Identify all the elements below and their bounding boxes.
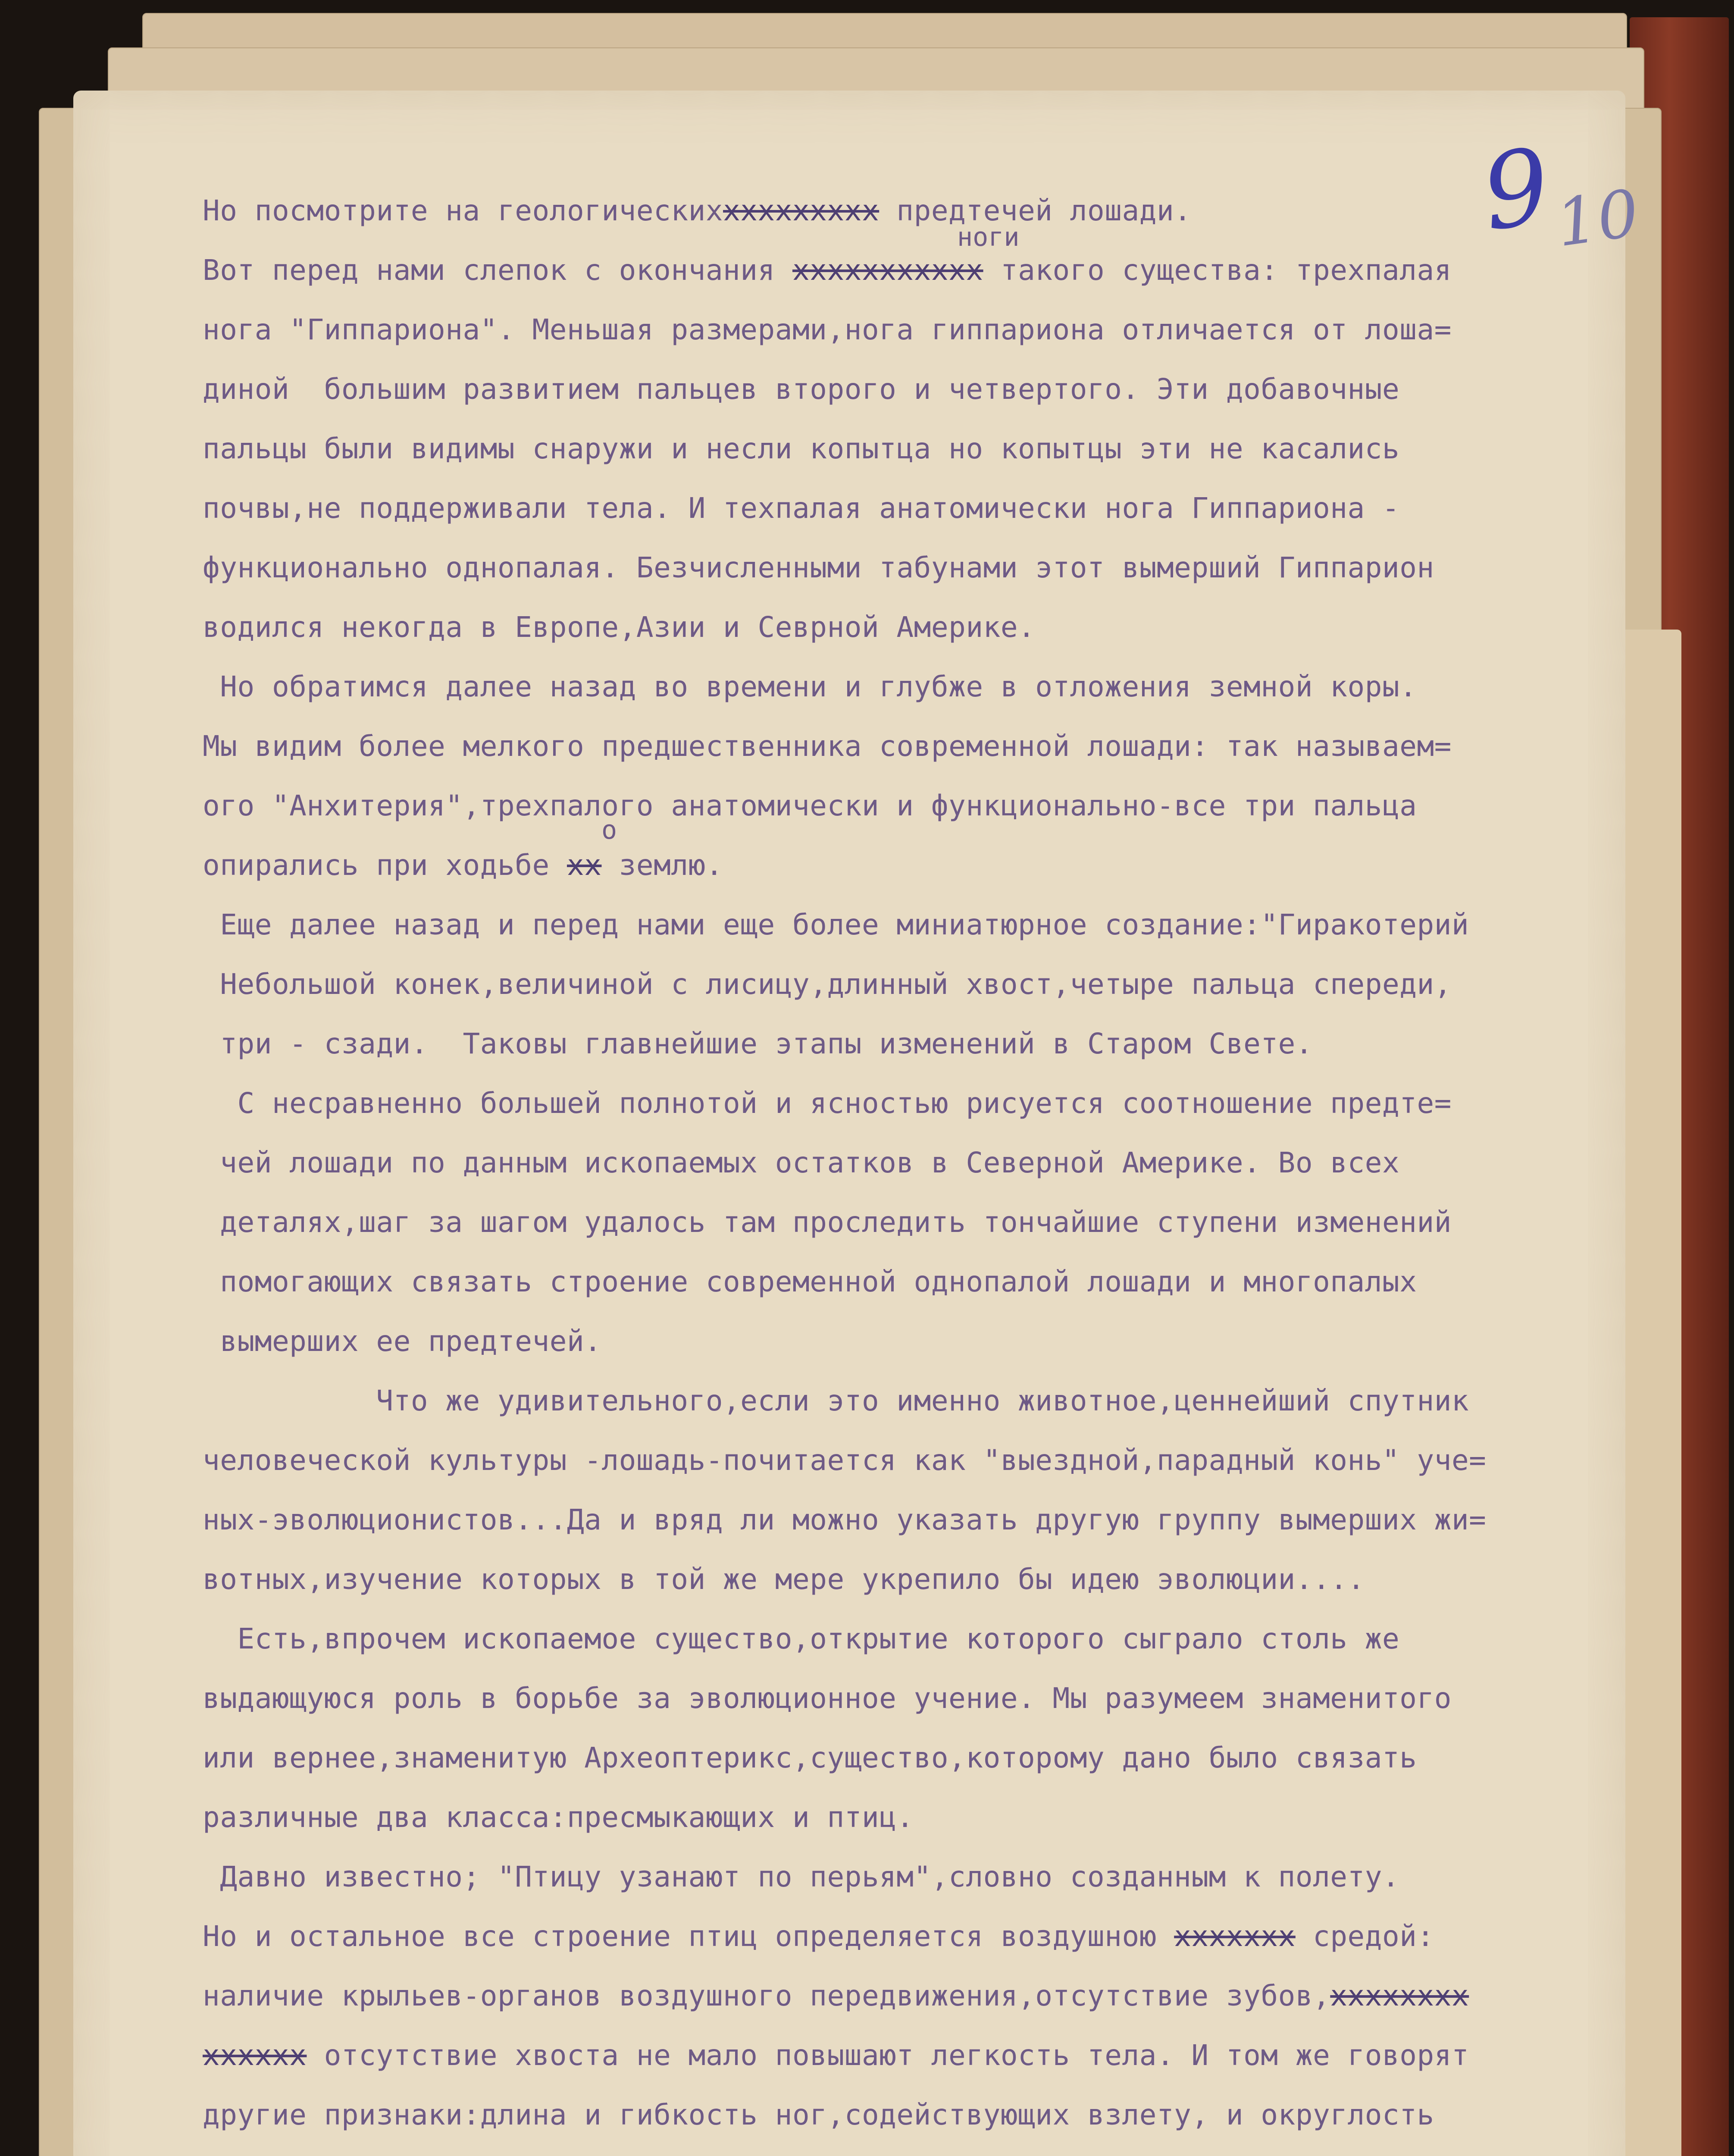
line-text: Небольшой конек,величиной с лисицу,длинный хвост,четыре пальца спереди, xyxy=(203,968,1452,1001)
line-rest: предтечей лошади. xyxy=(879,194,1192,227)
text-line xyxy=(203,1669,1621,1728)
page-edge xyxy=(1625,630,1681,2156)
text-line xyxy=(203,1252,1621,1312)
line-rest: землю. xyxy=(601,849,723,882)
text-line xyxy=(203,419,1621,479)
text-line xyxy=(203,955,1621,1014)
text-line xyxy=(203,2026,1621,2085)
line-text: функционально однопалая. Безчисленными табунами этот вымерший Гиппарион xyxy=(203,551,1434,584)
text-line xyxy=(203,1371,1621,1431)
line-text: Но и остальное все строение птиц определяется воздушною xyxy=(203,1920,1174,1953)
line-text: Давно известно; "Птицу узанают по перьям",словно созданным к полету. xyxy=(203,1860,1400,1893)
line-text: другие признаки:длина и гибкость ног,содействующих взлету, и округлость xyxy=(203,2098,1434,2131)
struck-text: xx xyxy=(567,849,602,882)
line-text: человеческой культуры -лошадь-почитается как "выездной,парадный конь" уче= xyxy=(203,1444,1487,1477)
struck-text: xxxxxxx xyxy=(1174,1920,1296,1953)
line-text: водился некогда в Европе,Азии и Севрной Америке. xyxy=(203,611,1036,644)
text-line xyxy=(203,1014,1621,1074)
text-line xyxy=(203,776,1621,836)
line-text: помогающих связать строение современной однопалой лошади и многопалых xyxy=(203,1265,1417,1298)
text-line xyxy=(203,598,1621,657)
text-line xyxy=(203,1133,1621,1193)
line-rest: средой: xyxy=(1295,1920,1434,1953)
text-line xyxy=(203,717,1621,776)
struck-text: xxxxxxxx xyxy=(1330,1979,1469,2012)
line-text: Мы видим более мелкого предшественника современной лошади: так называем= xyxy=(203,730,1452,763)
text-line xyxy=(203,300,1621,360)
line-text: Вот перед нами слепок с окончания xyxy=(203,254,793,287)
line-text: Но обратимся далее назад во времени и глубже в отложения земной коры. xyxy=(203,670,1417,703)
line-text: Но посмотрите на геологических xyxy=(203,194,723,227)
typed-text xyxy=(203,181,1621,2156)
text-line xyxy=(203,1193,1621,1252)
text-line xyxy=(203,1907,1621,1966)
text-line xyxy=(203,657,1621,717)
line-text: Есть,впрочем ископаемое существо,открытие которого сыграло столь же xyxy=(203,1622,1400,1655)
insertion-o: о xyxy=(601,815,617,845)
insertion-nogi: ноги xyxy=(957,222,1020,252)
text-line xyxy=(203,1074,1621,1133)
line-text: диной большим развитием пальцев второго и четвертого. Эти добавочные xyxy=(203,373,1400,406)
text-line xyxy=(203,241,1621,300)
line-text: деталях,шаг за шагом удалось там проследить тончайшие ступени изменений xyxy=(203,1206,1452,1239)
text-line xyxy=(203,479,1621,538)
text-line xyxy=(203,1312,1621,1371)
line-text: Что же удивительного,если это именно животное,ценнейший спутник xyxy=(203,1384,1469,1417)
text-line xyxy=(203,181,1621,241)
text-line xyxy=(203,360,1621,419)
text-line xyxy=(203,2085,1621,2145)
line-text: вымерших ее предтечей. xyxy=(203,1325,602,1358)
text-line xyxy=(203,1966,1621,2026)
struck-text: xxxxxx xyxy=(203,2039,307,2072)
line-text: ных-эволюционистов...Да и вряд ли можно указать другую группу вымерших жи= xyxy=(203,1503,1487,1536)
line-text: вотных,изучение которых в той же мере укрепило бы идею эволюции.... xyxy=(203,1563,1365,1596)
line-text: пальцы были видимы снаружи и несли копытца но копытцы эти не касались xyxy=(203,432,1400,465)
line-text: опирались при ходьбе xyxy=(203,849,567,882)
line-text: различные два класса:пресмыкающих и птиц. xyxy=(203,1801,914,1834)
struck-text: xxxxxxxxxxx xyxy=(792,254,983,287)
line-rest: отсутствие хвоста не мало повышают легкость тела. И том же говорят xyxy=(307,2039,1469,2072)
text-line xyxy=(203,1728,1621,1788)
text-line xyxy=(203,1431,1621,1490)
line-text: С несравненно большей полнотой и ясностью рисуется соотношение предте= xyxy=(203,1087,1452,1120)
text-line xyxy=(203,1550,1621,1609)
crossed-page-number: 10 xyxy=(1551,175,1644,262)
text-line xyxy=(203,1847,1621,1907)
line-text: или вернее,знаменитую Археоптерикс,существо,которому дано было связать xyxy=(203,1741,1417,1774)
line-text: выдающуюся роль в борьбе за эволюционное учение. Мы разумеем знаменитого xyxy=(203,1682,1452,1715)
line-text: нога "Гиппариона". Меньшая размерами,нога гиппариона отличается от лоша= xyxy=(203,313,1452,346)
text-line xyxy=(203,1609,1621,1669)
line-text: ого "Анхитерия",трехпалого анатомически и функционально-все три пальца xyxy=(203,789,1417,822)
text-line xyxy=(203,836,1621,895)
line-text: почвы,не поддерживали тела. И техпалая анатомически нога Гиппариона - xyxy=(203,492,1400,525)
line-text: три - сзади. Таковы главнейшие этапы изменений в Старом Свете. xyxy=(203,1027,1313,1060)
text-line xyxy=(203,1788,1621,1847)
line-text: Еще далее назад и перед нами еще более миниатюрное создание:"Гиракотерий xyxy=(203,908,1469,941)
line-rest: такого существа: трехпалая xyxy=(983,254,1452,287)
line-text: чей лошади по данным ископаемых остатков в Северной Америке. Во всех xyxy=(203,1146,1400,1179)
text-line xyxy=(203,2145,1621,2156)
text-line xyxy=(203,1490,1621,1550)
struck-text: xxxxxxxxx xyxy=(723,194,880,227)
text-line xyxy=(203,538,1621,598)
handwritten-page-number: 9 xyxy=(1475,125,1557,254)
line-text: наличие крыльев-органов воздушного передвижения,отсутствие зубов, xyxy=(203,1979,1330,2012)
text-line xyxy=(203,895,1621,955)
